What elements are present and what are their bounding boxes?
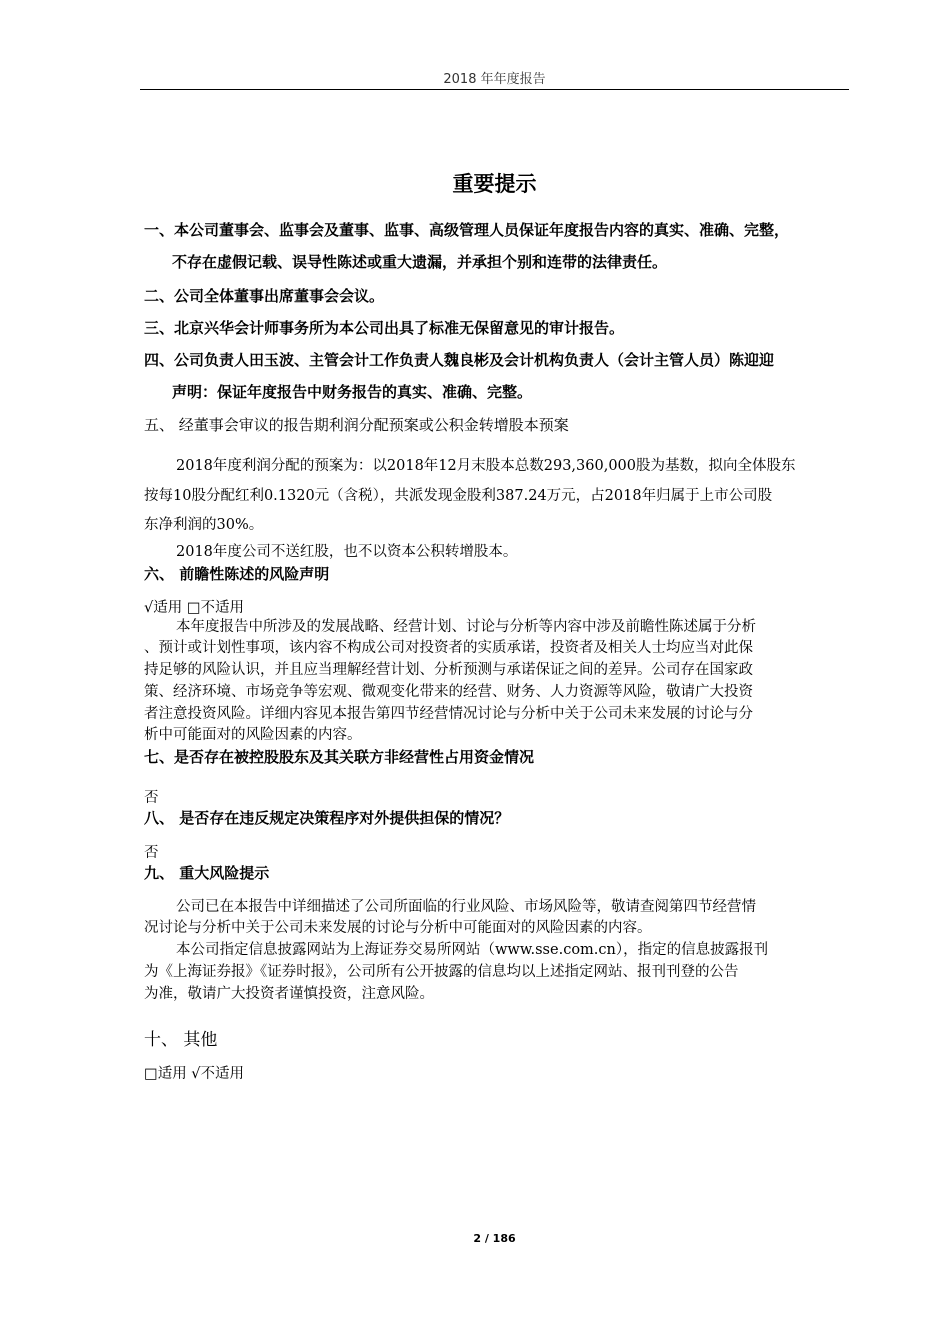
item-6-para-line-5: 者注意投资风险。详细内容见本报告第四节经营情况讨论与分析中关于公司未来发展的讨论与分 <box>144 706 753 722</box>
item-6-para-line-1: 本年度报告中所涉及的发展战略、经营计划、讨论与分析等内容中涉及前瞻性陈述属于分析 <box>176 619 756 635</box>
item-9-para-1-line-1: 公司已在本报告中详细描述了公司所面临的行业风险、市场风险等，敬请查阅第四节经营情 <box>176 899 756 915</box>
item-5-para-1-line-1: 2018年度利润分配的预案为：以2018年12月末股本总数293,360,000股为基数，拟向全体股东 <box>176 458 796 474</box>
item-6-para-line-4: 策、经济环境、市场竞争等宏观、微观变化带来的经营、财务、人力资源等风险，敬请广大投资 <box>144 684 753 700</box>
item-1-line-1: 一、本公司董事会、监事会及董事、监事、高级管理人员保证年度报告内容的真实、准确、完整， <box>144 221 790 239</box>
page-header: 2018 年年度报告 <box>443 72 546 87</box>
item-5-para-1-line-3: 东净利润的30%。 <box>144 517 264 533</box>
item-3: 三、北京兴华会计师事务所为本公司出具了标准无保留意见的审计报告。 <box>144 319 625 337</box>
item-9-para-2-line-2: 为《上海证券报》《证券时报》，公司所有公开披露的信息均以上述指定网站、报刊刊登的公告 <box>144 964 739 980</box>
item-9-para-1-line-2: 况讨论与分析中关于公司未来发展的讨论与分析中可能面对的风险因素的内容。 <box>144 920 652 936</box>
item-7-heading: 七、是否存在被控股股东及其关联方非经营性占用资金情况 <box>144 748 535 766</box>
item-5-para-2: 2018年度公司不送红股，也不以资本公积转增股本。 <box>176 544 518 560</box>
item-8-heading: 八、 是否存在违反规定决策程序对外提供担保的情况？ <box>144 809 510 827</box>
item-9-para-2-line-3: 为准，敬请广大投资者谨慎投资，注意风险。 <box>144 986 434 1002</box>
item-6-para-line-2: 、预计或计划性事项，该内容不构成公司对投资者的实质承诺，投资者及相关人士均应当对此保 <box>144 640 753 656</box>
item-6-para-line-3: 持足够的风险认识，并且应当理解经营计划、分析预测与承诺保证之间的差异。公司存在国家政 <box>144 662 753 678</box>
page-number: 2 / 186 <box>473 1232 516 1245</box>
item-4-line-1: 四、公司负责人田玉波、主管会计工作负责人魏良彬及会计机构负责人（会计主管人员）陈迎迎 <box>144 351 775 369</box>
item-1-line-2: 不存在虚假记载、误导性陈述或重大遗漏，并承担个别和连带的法律责任。 <box>172 253 668 271</box>
item-6-choice: √适用 □不适用 <box>144 600 245 616</box>
item-5-para-1-line-2: 按每10股分配红利0.1320元（含税），共派发现金股利387.24万元，占2018年归属于上市公司股 <box>144 488 773 504</box>
item-9-heading: 九、 重大风险提示 <box>144 864 270 882</box>
page-title: 重要提示 <box>452 172 537 196</box>
item-10-choice: □适用 √不适用 <box>144 1066 245 1082</box>
item-10-heading: 十、 其他 <box>144 1030 218 1050</box>
item-9-para-2-line-1: 本公司指定信息披露网站为上海证券交易所网站（www.sse.com.cn），指定的信息披露报刊 <box>176 942 769 958</box>
item-6-heading: 六、 前瞻性陈述的风险声明 <box>144 565 330 583</box>
header-divider <box>140 89 849 90</box>
item-5-heading: 五、 经董事会审议的报告期利润分配预案或公积金转增股本预案 <box>144 416 569 434</box>
item-6-para-line-6: 析中可能面对的风险因素的内容。 <box>144 727 362 743</box>
item-7-answer: 否 <box>144 790 159 806</box>
item-2: 二、公司全体董事出席董事会会议。 <box>144 287 385 305</box>
item-4-line-2: 声明：保证年度报告中财务报告的真实、准确、完整。 <box>172 383 533 401</box>
item-8-answer: 否 <box>144 845 159 861</box>
